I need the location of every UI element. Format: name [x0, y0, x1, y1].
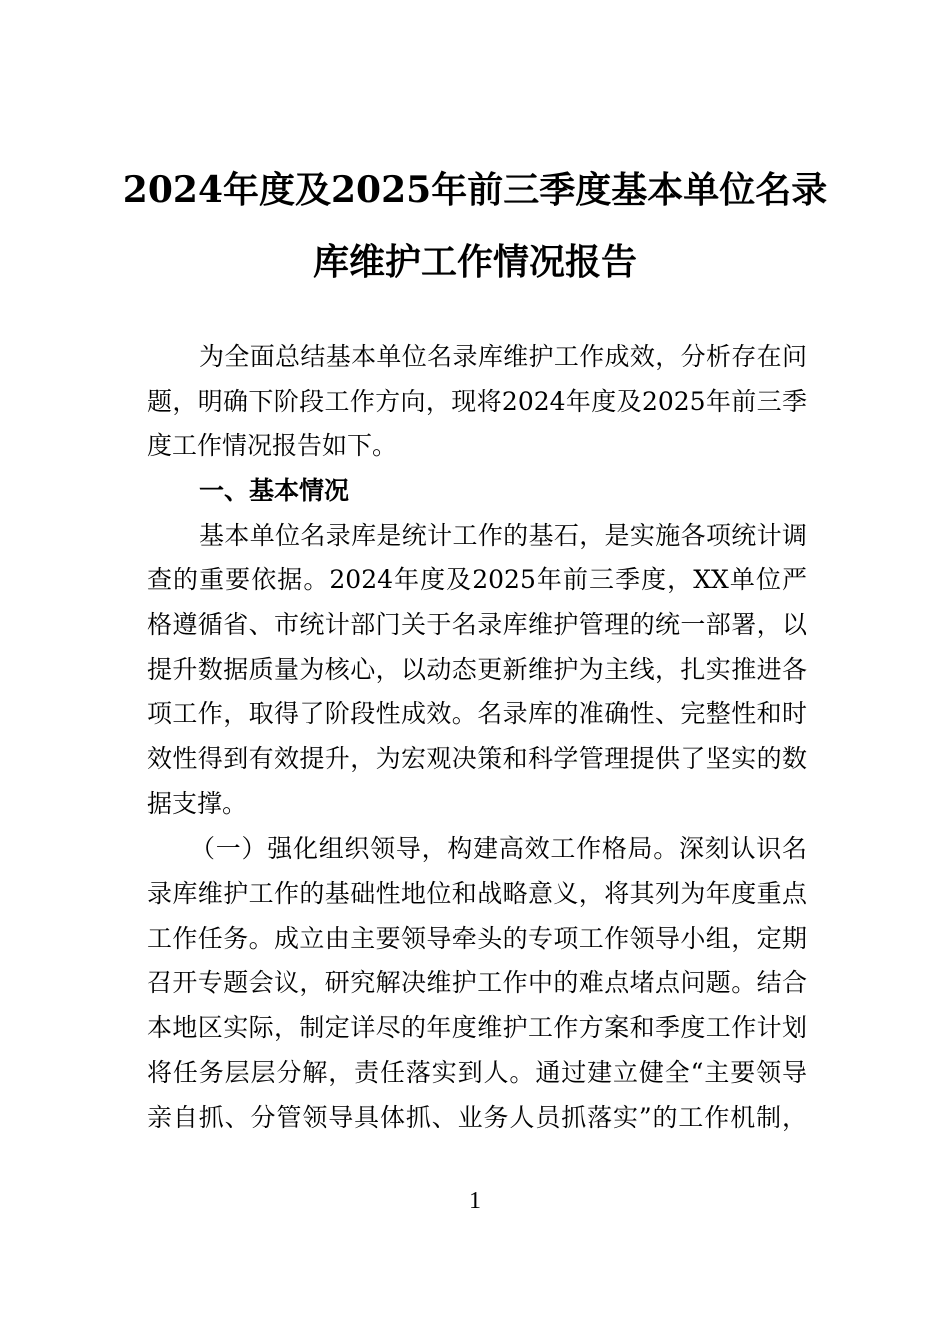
body-line: 工作任务。成立由主要领导牵头的专项工作领导小组，定期	[147, 924, 807, 953]
body-line: 录库维护工作的基础性地位和战略意义，将其列为年度重点	[147, 879, 807, 908]
body-line: 将任务层层分解，责任落实到人。通过建立健全“主要领导	[147, 1058, 807, 1087]
body-line: 提升数据质量为核心，以动态更新维护为主线，扎实推进各	[147, 655, 807, 684]
body-line: 亲自抓、分管领导具体抓、业务人员抓落实”的工作机制，	[147, 1103, 807, 1132]
body-line: 格遵循省、市统计部门关于名录库维护管理的统一部署，以	[147, 610, 807, 639]
section-heading: 一、基本情况	[199, 476, 350, 505]
document-title-line-2: 库维护工作情况报告	[312, 241, 637, 283]
document-title-line-1: 2024年度及2025年前三季度基本单位名录	[122, 169, 828, 211]
body-line: 召开专题会议，研究解决维护工作中的难点堵点问题。结合	[147, 968, 807, 997]
body-line: 为全面总结基本单位名录库维护工作成效，分析存在问	[199, 342, 807, 371]
body-line: 项工作，取得了阶段性成效。名录库的准确性、完整性和时	[147, 699, 807, 728]
body-line: 度工作情况报告如下。	[147, 431, 398, 460]
body-line: 效性得到有效提升，为宏观决策和科学管理提供了坚实的数	[147, 744, 807, 773]
page-number: 1	[469, 1188, 481, 1214]
body-line: 本地区实际，制定详尽的年度维护工作方案和季度工作计划	[147, 1013, 807, 1042]
body-line: 题，明确下阶段工作方向，现将2024年度及2025年前三季	[147, 387, 807, 416]
body-line: 据支撑。	[147, 789, 248, 818]
subsection-line: （一）强化组织领导，构建高效工作格局。深刻认识名	[190, 834, 807, 863]
body-line: 查的重要依据。2024年度及2025年前三季度，XX单位严	[147, 565, 807, 594]
body-line: 基本单位名录库是统计工作的基石，是实施各项统计调	[199, 521, 807, 550]
